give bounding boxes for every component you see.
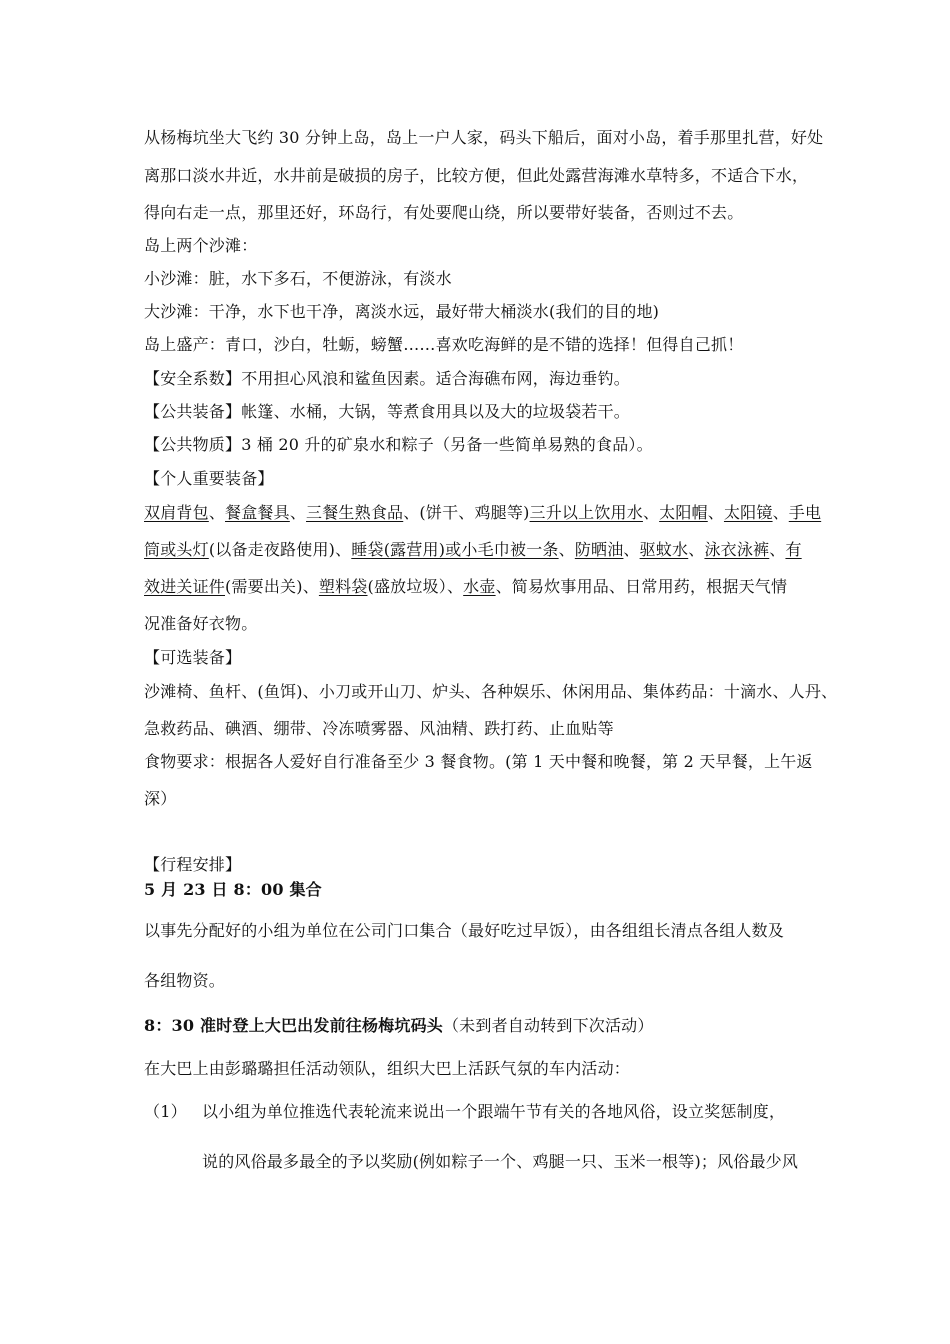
item-sleeping-bag: 睡袋(露营用)或小毛巾被一条 [351,540,559,559]
item-swimwear: 泳衣泳裤 [704,540,770,559]
item-id-docs: 有 [785,540,802,559]
separator: 、 [208,503,226,522]
personal-equipment-line-2 [144,540,802,560]
personal-equipment-line-1 [144,503,821,523]
item-id-docs-cont: 效进关证件 [144,577,226,596]
intro-line-3: 得向右走一点，那里还好，环岛行，有处要爬山绕，所以要带好装备，否则过不去。 [144,203,744,222]
depart-note: （未到者自动转到下次活动） [442,1016,654,1035]
intro-line-1: 从杨梅坑坐大飞约 30 分钟上岛，岛上一户人家，码头下船后，面对小岛，着手那里扎营，好处 [144,128,824,147]
intro-line-2: 离那口淡水井近，水井前是破损的房子，比较方便，但此处露营海滩水草特多，不适合下水， [144,166,809,185]
schedule-title: 【行程安排】 [144,855,242,874]
separator: 、 [772,503,789,522]
item-tableware: 餐盒餐具 [225,503,290,522]
separator: 、 [769,540,786,559]
separator: 、 [289,503,307,522]
item-rest: 、简易炊事用品、日常用药，根据天气情 [495,577,788,596]
optional-line-1: 沙滩椅、鱼杆、(鱼饵)、小刀或开山刀、炉头、各种娱乐、休闲用品、集体药品：十滴水、人丹、 [144,682,838,701]
safety-line: 【安全系数】不用担心风浪和鲨鱼因素。适合海礁布网，海边垂钓。 [144,369,631,388]
separator: 、 [688,540,705,559]
public-supplies-line: 【公共物质】3 桶 20 升的矿泉水和粽子（另备一些简单易熟的食品）。 [144,435,653,454]
item-1-number: （1） [144,1102,187,1121]
assemble-line-1: 以事先分配好的小组为单位在公司门口集合（最好吃过早饭），由各组组长清点各组人数及 [144,921,785,940]
item-note: 、(饼干、鸡腿等) [403,503,530,522]
assemble-line-2: 各组物资。 [144,971,226,990]
separator: 、 [623,540,640,559]
food-line-1: 食物要求：根据各人爱好自行准备至少 3 餐食物。(第 1 天中餐和晚餐，第 2 天早餐，上午返 [144,752,813,771]
item-water: 三升以上饮用水 [529,503,643,522]
personal-equipment-line-4: 况准备好衣物。 [144,614,258,633]
item-1-line-1: 以小组为单位推选代表轮流来说出一个跟端午节有关的各地风俗，设立奖惩制度， [202,1102,786,1121]
item-note: (以备走夜路使用)、 [208,540,352,559]
item-backpack: 双肩背包 [144,503,209,522]
depart-time: 8：30 准时登上大巴出发前往杨梅坑码头 [144,1016,443,1035]
separator: 、 [642,503,660,522]
item-1-line-2: 说的风俗最多最全的予以奖励(例如粽子一个、鸡腿一只、玉米一根等)；风俗最少风 [202,1152,799,1171]
personal-equipment-line-3 [144,577,787,597]
separator: 、 [707,503,724,522]
item-meals: 三餐生熟食品 [306,503,404,522]
item-sunglasses: 太阳镜 [723,503,773,522]
item-kettle: 水壶 [463,577,496,596]
item-flashlight: 手电 [788,503,822,522]
public-equipment-line: 【公共装备】帐篷、水桶，大锅，等煮食用具以及大的垃圾袋若干。 [144,402,631,421]
item-note: (需要出关)、 [225,577,319,596]
personal-equipment-title: 【个人重要装备】 [144,469,274,488]
item-repellent: 驱蚊水 [639,540,689,559]
item-flashlight-cont: 筒或头灯 [144,540,209,559]
small-beach-line: 小沙滩：脏，水下多石，不便游泳，有淡水 [144,269,452,288]
optional-line-2: 急救药品、碘酒、绷带、冷冻喷雾器、风油精、跌打药、止血贴等 [144,719,614,738]
produce-line: 岛上盛产：青口，沙白，牡蛎，螃蟹……喜欢吃海鲜的是不错的选择！但得自己抓！ [144,335,744,354]
optional-equipment-title: 【可选装备】 [144,648,242,667]
big-beach-line: 大沙滩：干净，水下也干净，离淡水远，最好带大桶淡水(我们的目的地) [144,302,660,321]
food-line-2: 深） [144,789,177,808]
item-plastic-bags: 塑料袋 [318,577,368,596]
beaches-title: 岛上两个沙滩： [144,236,258,255]
bus-activity-line: 在大巴上由彭璐璐担任活动领队，组织大巴上活跃气氛的车内活动： [144,1059,631,1078]
item-sunscreen: 防晒油 [574,540,624,559]
assemble-time: 5 月 23 日 8：00 集合 [144,880,322,899]
item-sun-hat: 太阳帽 [659,503,708,522]
separator: 、 [558,540,575,559]
item-note: (盛放垃圾）、 [367,577,464,596]
depart-line [144,1016,654,1036]
